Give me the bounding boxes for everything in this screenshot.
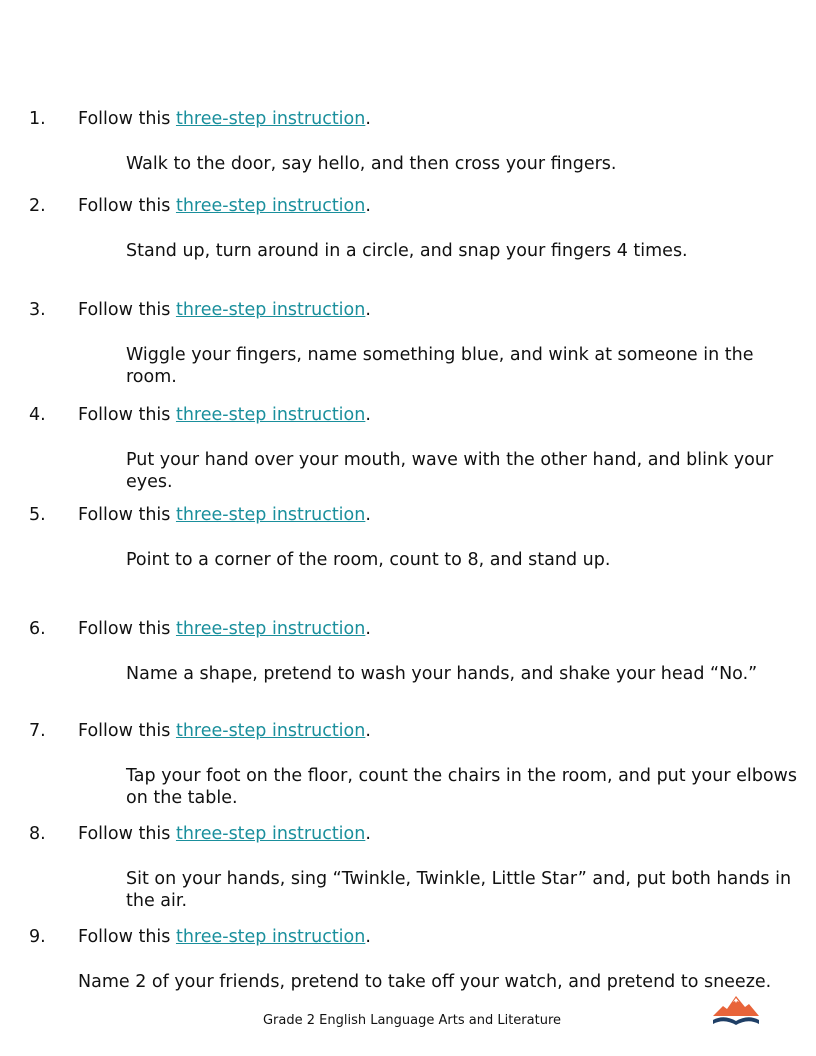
three-step-instruction-link[interactable]: three-step instruction (175, 109, 366, 129)
question-number: 7. (29, 721, 46, 741)
question-prompt (78, 926, 371, 948)
instruction-text: Wiggle your fingers, name something blue, and wink at someone in the room. (126, 345, 754, 387)
question-prompt (78, 404, 371, 426)
three-step-instruction-link[interactable]: three-step instruction (175, 619, 366, 639)
prompt-suffix: . (365, 721, 371, 741)
instruction-text: Sit on your hands, sing “Twinkle, Twinkle, Little Star” and, put both hands in the air. (126, 869, 792, 911)
question-prompt (78, 195, 371, 217)
question-prompt (78, 618, 371, 640)
instruction-text: Name a shape, pretend to wash your hands, and shake your head “No.” (126, 664, 758, 684)
question-prompt (78, 504, 371, 526)
prompt-suffix: . (365, 300, 371, 320)
page-footer: Grade 2 English Language Arts and Literature (262, 1013, 562, 1028)
instruction-text: Put your hand over your mouth, wave with the other hand, and blink your eyes. (126, 450, 774, 492)
three-step-instruction-link[interactable]: three-step instruction (175, 300, 366, 320)
question-prompt (78, 823, 371, 845)
question-number: 1. (29, 109, 46, 129)
prompt-prefix: Follow this (78, 505, 176, 525)
instruction-text: Tap your foot on the floor, count the chairs in the room, and put your elbows on the table. (126, 766, 797, 808)
prompt-prefix: Follow this (78, 196, 176, 216)
prompt-suffix: . (365, 109, 371, 129)
question-number: 5. (29, 505, 46, 525)
three-step-instruction-link[interactable]: three-step instruction (175, 405, 366, 425)
three-step-instruction-link[interactable]: three-step instruction (175, 196, 366, 216)
question-prompt (78, 720, 371, 742)
instruction-text: Name 2 of your friends, pretend to take off your watch, and pretend to sneeze. (78, 972, 772, 992)
prompt-suffix: . (365, 405, 371, 425)
prompt-suffix: . (365, 619, 371, 639)
three-step-instruction-link[interactable]: three-step instruction (175, 824, 366, 844)
instruction-text: Walk to the door, say hello, and then cross your fingers. (126, 154, 617, 174)
instruction-text: Point to a corner of the room, count to 8, and stand up. (126, 550, 611, 570)
prompt-suffix: . (365, 196, 371, 216)
prompt-prefix: Follow this (78, 300, 176, 320)
question-prompt (78, 108, 371, 130)
prompt-suffix: . (365, 824, 371, 844)
prompt-suffix: . (365, 505, 371, 525)
prompt-prefix: Follow this (78, 824, 176, 844)
three-step-instruction-link[interactable]: three-step instruction (175, 927, 366, 947)
instruction-text: Stand up, turn around in a circle, and snap your fingers 4 times. (126, 241, 688, 261)
prompt-prefix: Follow this (78, 619, 176, 639)
question-number: 4. (29, 405, 46, 425)
prompt-prefix: Follow this (78, 927, 176, 947)
prompt-suffix: . (365, 927, 371, 947)
three-step-instruction-link[interactable]: three-step instruction (175, 721, 366, 741)
question-prompt (78, 299, 371, 321)
question-number: 9. (29, 927, 46, 947)
prompt-prefix: Follow this (78, 109, 176, 129)
mountain-book-logo-icon (711, 994, 761, 1030)
prompt-prefix: Follow this (78, 721, 176, 741)
question-number: 8. (29, 824, 46, 844)
three-step-instruction-link[interactable]: three-step instruction (175, 505, 366, 525)
question-number: 6. (29, 619, 46, 639)
question-number: 3. (29, 300, 46, 320)
question-number: 2. (29, 196, 46, 216)
prompt-prefix: Follow this (78, 405, 176, 425)
